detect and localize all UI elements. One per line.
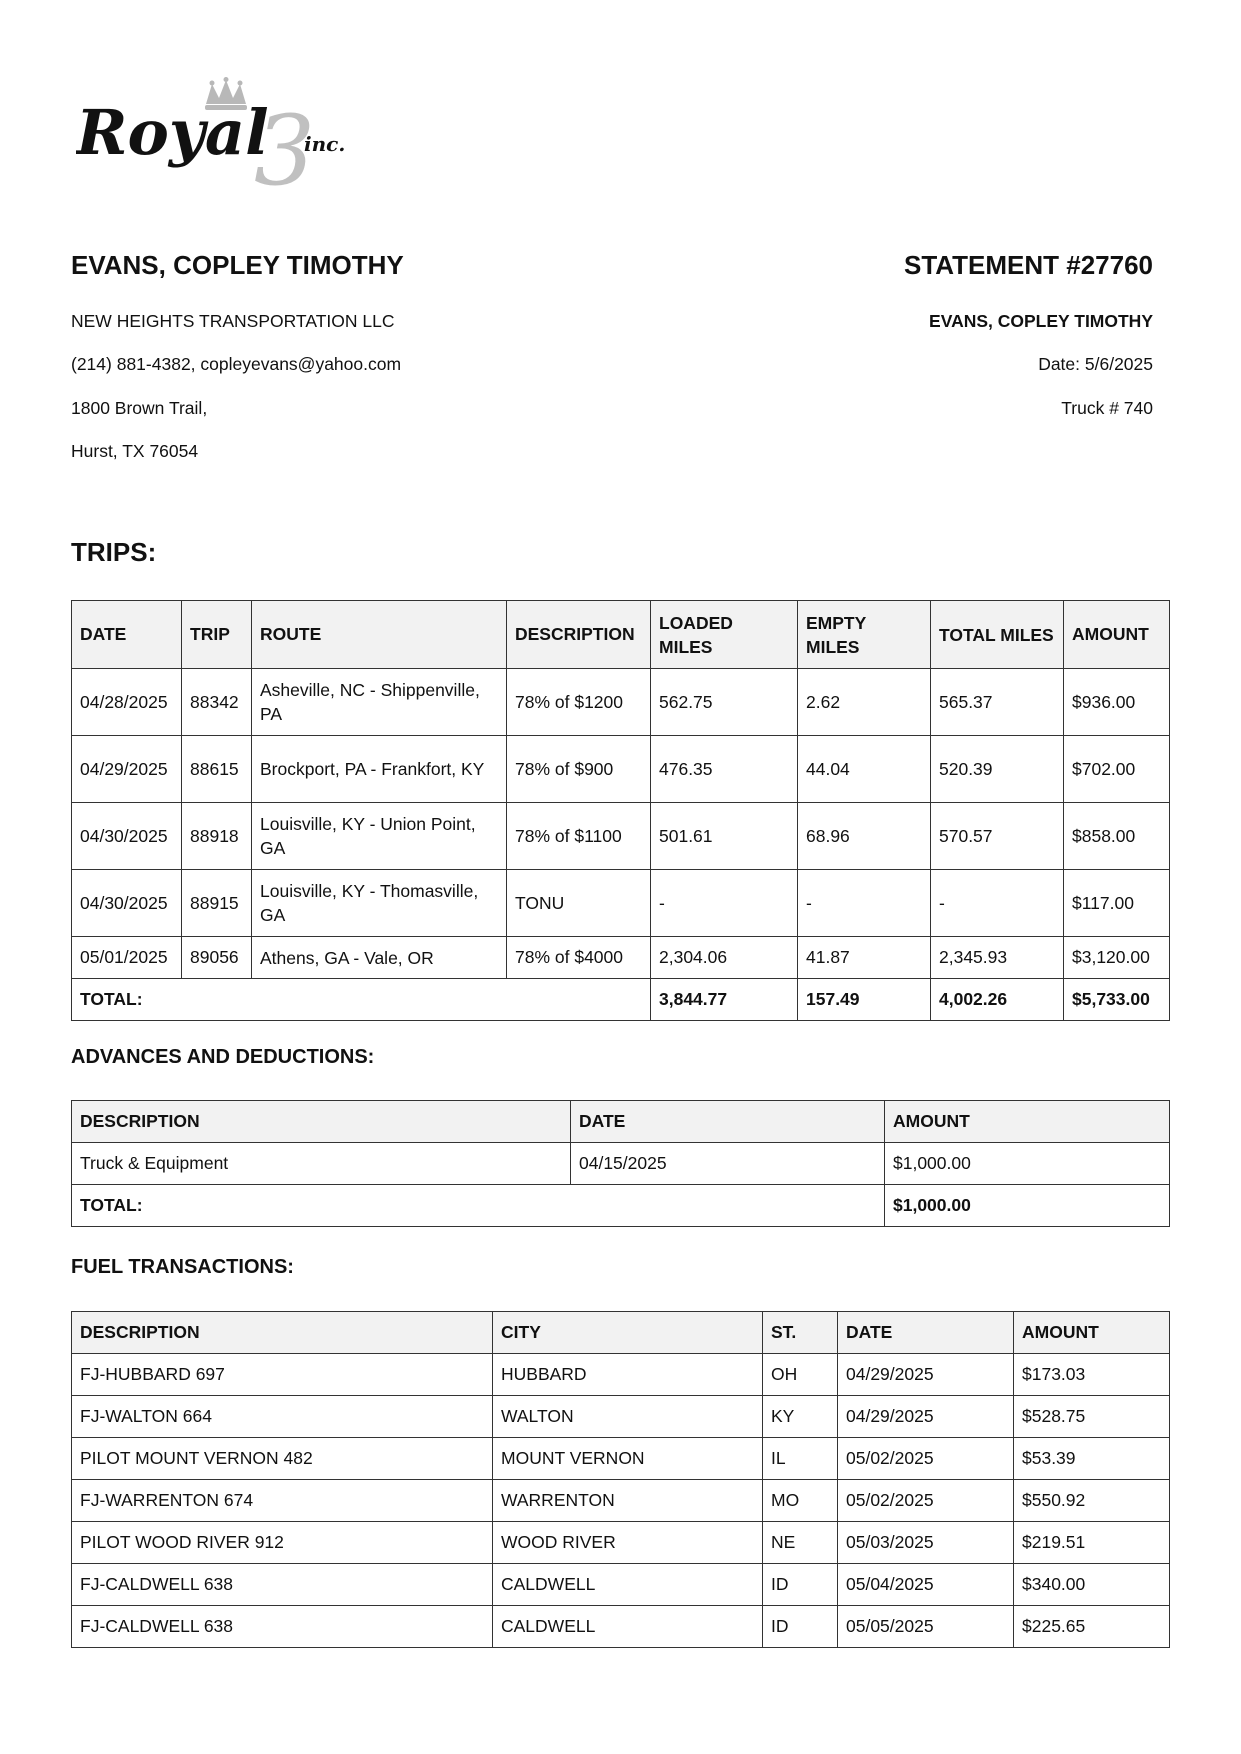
trip-total-miles: 520.39 <box>931 736 1064 803</box>
fuel-amount: $528.75 <box>1014 1396 1170 1438</box>
fuel-row <box>72 1522 1170 1564</box>
fuel-row <box>72 1480 1170 1522</box>
fuel-city: HUBBARD <box>493 1354 763 1396</box>
fuel-description: FJ-CALDWELL 638 <box>72 1606 493 1648</box>
fuel-date: 05/04/2025 <box>838 1564 1014 1606</box>
col-route: ROUTE <box>252 601 507 669</box>
fuel-city: MOUNT VERNON <box>493 1438 763 1480</box>
fuel-description: FJ-WALTON 664 <box>72 1396 493 1438</box>
contact-info: (214) 881-4382, copleyevans@yahoo.com <box>71 354 402 374</box>
trip-total-miles: - <box>931 870 1064 937</box>
trip-description: 78% of $4000 <box>507 937 651 979</box>
col-empty-miles: EMPTY MILES <box>798 601 931 669</box>
fuel-section-title: FUEL TRANSACTIONS: <box>71 1256 294 1278</box>
fuel-date: 05/05/2025 <box>838 1606 1014 1648</box>
advances-header-row <box>72 1101 1170 1143</box>
fuel-city: CALDWELL <box>493 1606 763 1648</box>
trip-date: 04/29/2025 <box>72 736 182 803</box>
fuel-row <box>72 1354 1170 1396</box>
fuel-state: OH <box>763 1354 838 1396</box>
advance-description: Truck & Equipment <box>72 1143 571 1185</box>
trip-amount: $702.00 <box>1064 736 1170 803</box>
fuel-description: PILOT MOUNT VERNON 482 <box>72 1438 493 1480</box>
trips-total-amount: $5,733.00 <box>1064 979 1170 1021</box>
trip-route: Asheville, NC - Shippenville, PA <box>252 669 507 736</box>
trips-table <box>71 600 1170 1021</box>
trip-route: Athens, GA - Vale, OR <box>252 937 507 979</box>
logo-number: 3 <box>254 95 316 196</box>
trips-total-row <box>72 979 1170 1021</box>
logo-suffix: inc. <box>304 132 346 156</box>
fuel-date: 04/29/2025 <box>838 1396 1014 1438</box>
statement-number-heading: STATEMENT #27760 <box>903 250 1153 280</box>
advances-section-title: ADVANCES AND DEDUCTIONS: <box>71 1046 375 1068</box>
trip-loaded-miles: 562.75 <box>651 669 798 736</box>
trip-row <box>72 669 1170 736</box>
col-city: CITY <box>493 1312 763 1354</box>
driver-name-heading: EVANS, COPLEY TIMOTHY <box>71 250 404 280</box>
fuel-description: PILOT WOOD RIVER 912 <box>72 1522 493 1564</box>
trips-total-empty-miles: 157.49 <box>798 979 931 1021</box>
advances-total-amount: $1,000.00 <box>885 1185 1170 1227</box>
trip-description: 78% of $1200 <box>507 669 651 736</box>
fuel-state: MO <box>763 1480 838 1522</box>
advance-row <box>72 1143 1170 1185</box>
trips-header-row <box>72 601 1170 669</box>
trip-number: 88342 <box>182 669 252 736</box>
fuel-amount: $340.00 <box>1014 1564 1170 1606</box>
trip-date: 04/28/2025 <box>72 669 182 736</box>
trips-total-loaded-miles: 3,844.77 <box>651 979 798 1021</box>
advances-table <box>71 1100 1170 1227</box>
trip-total-miles: 570.57 <box>931 803 1064 870</box>
fuel-date: 05/02/2025 <box>838 1480 1014 1522</box>
fuel-header-row <box>72 1312 1170 1354</box>
address-line-1: 1800 Brown Trail, <box>71 398 208 418</box>
trip-number: 89056 <box>182 937 252 979</box>
col-loaded-miles: LOADED MILES <box>651 601 798 669</box>
company-logo <box>76 76 396 196</box>
advances-total-label: TOTAL: <box>72 1185 885 1227</box>
trips-total-total-miles: 4,002.26 <box>931 979 1064 1021</box>
trip-loaded-miles: - <box>651 870 798 937</box>
fuel-city: WALTON <box>493 1396 763 1438</box>
col-state: ST. <box>763 1312 838 1354</box>
company-name: NEW HEIGHTS TRANSPORTATION LLC <box>71 311 395 331</box>
advance-amount: $1,000.00 <box>885 1143 1170 1185</box>
trip-row <box>72 803 1170 870</box>
trip-amount: $3,120.00 <box>1064 937 1170 979</box>
fuel-city: CALDWELL <box>493 1564 763 1606</box>
trip-empty-miles: 41.87 <box>798 937 931 979</box>
trip-empty-miles: 68.96 <box>798 803 931 870</box>
fuel-date: 05/03/2025 <box>838 1522 1014 1564</box>
address-line-2: Hurst, TX 76054 <box>71 441 199 461</box>
fuel-amount: $550.92 <box>1014 1480 1170 1522</box>
trip-description: TONU <box>507 870 651 937</box>
col-amount: AMOUNT <box>885 1101 1170 1143</box>
fuel-state: ID <box>763 1606 838 1648</box>
trip-route: Louisville, KY - Thomasville, GA <box>252 870 507 937</box>
truck-number: Truck # 740 <box>1061 398 1153 418</box>
col-description: DESCRIPTION <box>507 601 651 669</box>
fuel-transactions-table <box>71 1311 1170 1648</box>
trip-date: 05/01/2025 <box>72 937 182 979</box>
col-date: DATE <box>72 601 182 669</box>
fuel-state: KY <box>763 1396 838 1438</box>
col-description: DESCRIPTION <box>72 1312 493 1354</box>
fuel-description: FJ-CALDWELL 638 <box>72 1564 493 1606</box>
fuel-state: NE <box>763 1522 838 1564</box>
advance-date: 04/15/2025 <box>571 1143 885 1185</box>
trip-loaded-miles: 2,304.06 <box>651 937 798 979</box>
trip-description: 78% of $1100 <box>507 803 651 870</box>
fuel-description: FJ-HUBBARD 697 <box>72 1354 493 1396</box>
fuel-city: WOOD RIVER <box>493 1522 763 1564</box>
trip-total-miles: 2,345.93 <box>931 937 1064 979</box>
col-date: DATE <box>838 1312 1014 1354</box>
trip-description: 78% of $900 <box>507 736 651 803</box>
trip-total-miles: 565.37 <box>931 669 1064 736</box>
trip-amount: $858.00 <box>1064 803 1170 870</box>
statement-driver-name: EVANS, COPLEY TIMOTHY <box>929 311 1153 331</box>
fuel-state: IL <box>763 1438 838 1480</box>
trip-number: 88915 <box>182 870 252 937</box>
fuel-city: WARRENTON <box>493 1480 763 1522</box>
col-total-miles: TOTAL MILES <box>931 601 1064 669</box>
fuel-description: FJ-WARRENTON 674 <box>72 1480 493 1522</box>
fuel-date: 05/02/2025 <box>838 1438 1014 1480</box>
logo-wordmark: Royal <box>76 96 269 169</box>
trip-date: 04/30/2025 <box>72 870 182 937</box>
trips-section-title: TRIPS: <box>71 537 157 567</box>
fuel-row <box>72 1396 1170 1438</box>
trip-empty-miles: 2.62 <box>798 669 931 736</box>
trip-empty-miles: 44.04 <box>798 736 931 803</box>
trip-route: Brockport, PA - Frankfort, KY <box>252 736 507 803</box>
fuel-amount: $225.65 <box>1014 1606 1170 1648</box>
trip-number: 88615 <box>182 736 252 803</box>
col-description: DESCRIPTION <box>72 1101 571 1143</box>
advances-total-row <box>72 1185 1170 1227</box>
trip-loaded-miles: 501.61 <box>651 803 798 870</box>
trip-empty-miles: - <box>798 870 931 937</box>
col-amount: AMOUNT <box>1064 601 1170 669</box>
trip-amount: $936.00 <box>1064 669 1170 736</box>
statement-date: Date: 5/6/2025 <box>1038 354 1153 374</box>
trip-row <box>72 736 1170 803</box>
col-date: DATE <box>571 1101 885 1143</box>
fuel-amount: $219.51 <box>1014 1522 1170 1564</box>
fuel-state: ID <box>763 1564 838 1606</box>
trip-loaded-miles: 476.35 <box>651 736 798 803</box>
trips-total-label: TOTAL: <box>72 979 651 1021</box>
fuel-amount: $173.03 <box>1014 1354 1170 1396</box>
col-amount: AMOUNT <box>1014 1312 1170 1354</box>
trip-row <box>72 870 1170 937</box>
fuel-row <box>72 1564 1170 1606</box>
royal3-logo-graphic <box>76 76 396 196</box>
col-trip: TRIP <box>182 601 252 669</box>
fuel-row <box>72 1438 1170 1480</box>
fuel-row <box>72 1606 1170 1648</box>
trip-amount: $117.00 <box>1064 870 1170 937</box>
trip-row <box>72 937 1170 979</box>
trip-route: Louisville, KY - Union Point, GA <box>252 803 507 870</box>
trip-number: 88918 <box>182 803 252 870</box>
fuel-date: 04/29/2025 <box>838 1354 1014 1396</box>
fuel-amount: $53.39 <box>1014 1438 1170 1480</box>
trip-date: 04/30/2025 <box>72 803 182 870</box>
